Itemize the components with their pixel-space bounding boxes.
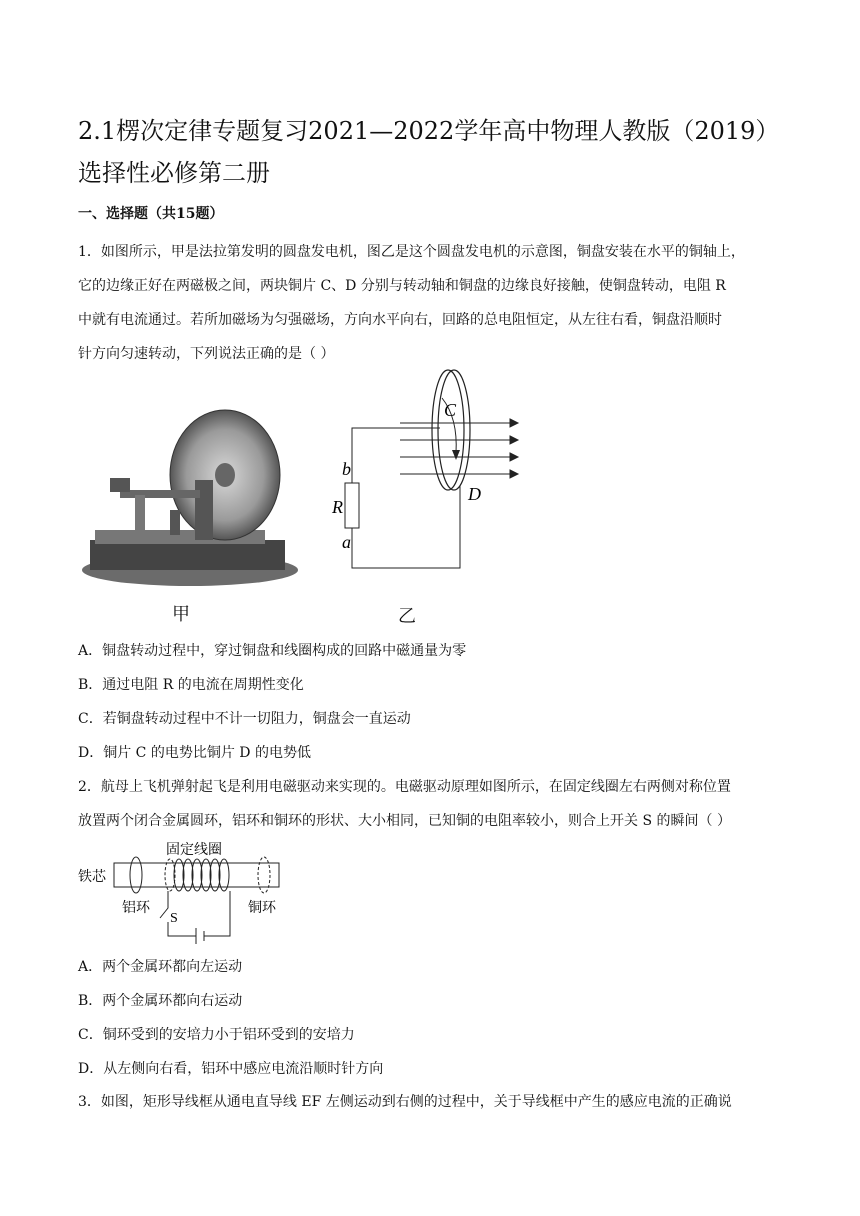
- q1-option-d: D．铜片 C 的电势比铜片 D 的电势低: [78, 745, 311, 761]
- q1-option-c: C．若铜盘转动过程中不计一切阻力，铜盘会一直运动: [78, 711, 411, 727]
- label-C: C: [444, 400, 457, 420]
- q1-option-b: B．通过电阻 R 的电流在周期性变化: [78, 677, 304, 693]
- q3-line-1: 3．如图，矩形导线框从通电直导线 EF 左侧运动到右侧的过程中，关于导线框中产生的感应电流的正确说: [78, 1094, 732, 1110]
- disk-circuit-diagram: [330, 368, 530, 578]
- q2-option-d: D．从左侧向右看，铝环中感应电流沿顺时针方向: [78, 1061, 384, 1077]
- label-a: a: [342, 532, 351, 552]
- figure-label-yi: 乙: [398, 606, 416, 627]
- label-R: R: [332, 497, 343, 517]
- q1-option-a: A．铜盘转动过程中，穿过铜盘和线圈构成的回路中磁通量为零: [78, 643, 467, 659]
- switch-label: S: [170, 911, 178, 926]
- section-heading: 一、选择题（共15题）: [78, 206, 224, 222]
- q2-line-1: 2．航母上飞机弹射起飞是利用电磁驱动来实现的。电磁驱动原理如图所示，在固定线圈左右两侧对称位置: [78, 779, 731, 795]
- q1-line-3: 中就有电流通过。若所加磁场为匀强磁场，方向水平向右，回路的总电阻恒定，从左往右看，铜盘沿顺时: [78, 312, 722, 328]
- core-label: 铁芯: [78, 870, 106, 885]
- q1-line-2: 它的边缘正好在两磁极之间，两块铜片 C、D 分别与转动轴和铜盘的边缘良好接触，使铜盘转动，电阻 R: [78, 278, 726, 294]
- page-title: 2.1楞次定律专题复习2021—2022学年高中物理人教版（2019）选择性必修第二册: [78, 117, 780, 187]
- label-D: D: [468, 484, 481, 504]
- coil-label: 固定线圈: [166, 843, 222, 858]
- q1-line-4: 针方向匀速转动，下列说法正确的是（ ）: [78, 346, 335, 362]
- figure-label-jia: 甲: [172, 604, 190, 625]
- aluminum-ring-label: 铝环: [122, 901, 150, 916]
- q1-line-1: 1．如图所示，甲是法拉第发明的圆盘发电机，图乙是这个圆盘发电机的示意图，铜盘安装在水平的铜轴上，: [78, 244, 745, 260]
- q2-option-b: B．两个金属环都向右运动: [78, 993, 243, 1009]
- label-b: b: [342, 459, 351, 479]
- coil-diagram: [78, 838, 288, 953]
- q2-option-c: C．铜环受到的安培力小于铝环受到的安培力: [78, 1027, 355, 1043]
- disk-generator-photo: [80, 400, 300, 590]
- copper-ring-label: 铜环: [248, 901, 276, 916]
- q2-line-2: 放置两个闭合金属圆环，铝环和铜环的形状、大小相同，已知铜的电阻率较小，则合上开关 S 的瞬间（ ）: [78, 813, 731, 829]
- q2-option-a: A．两个金属环都向左运动: [78, 959, 243, 975]
